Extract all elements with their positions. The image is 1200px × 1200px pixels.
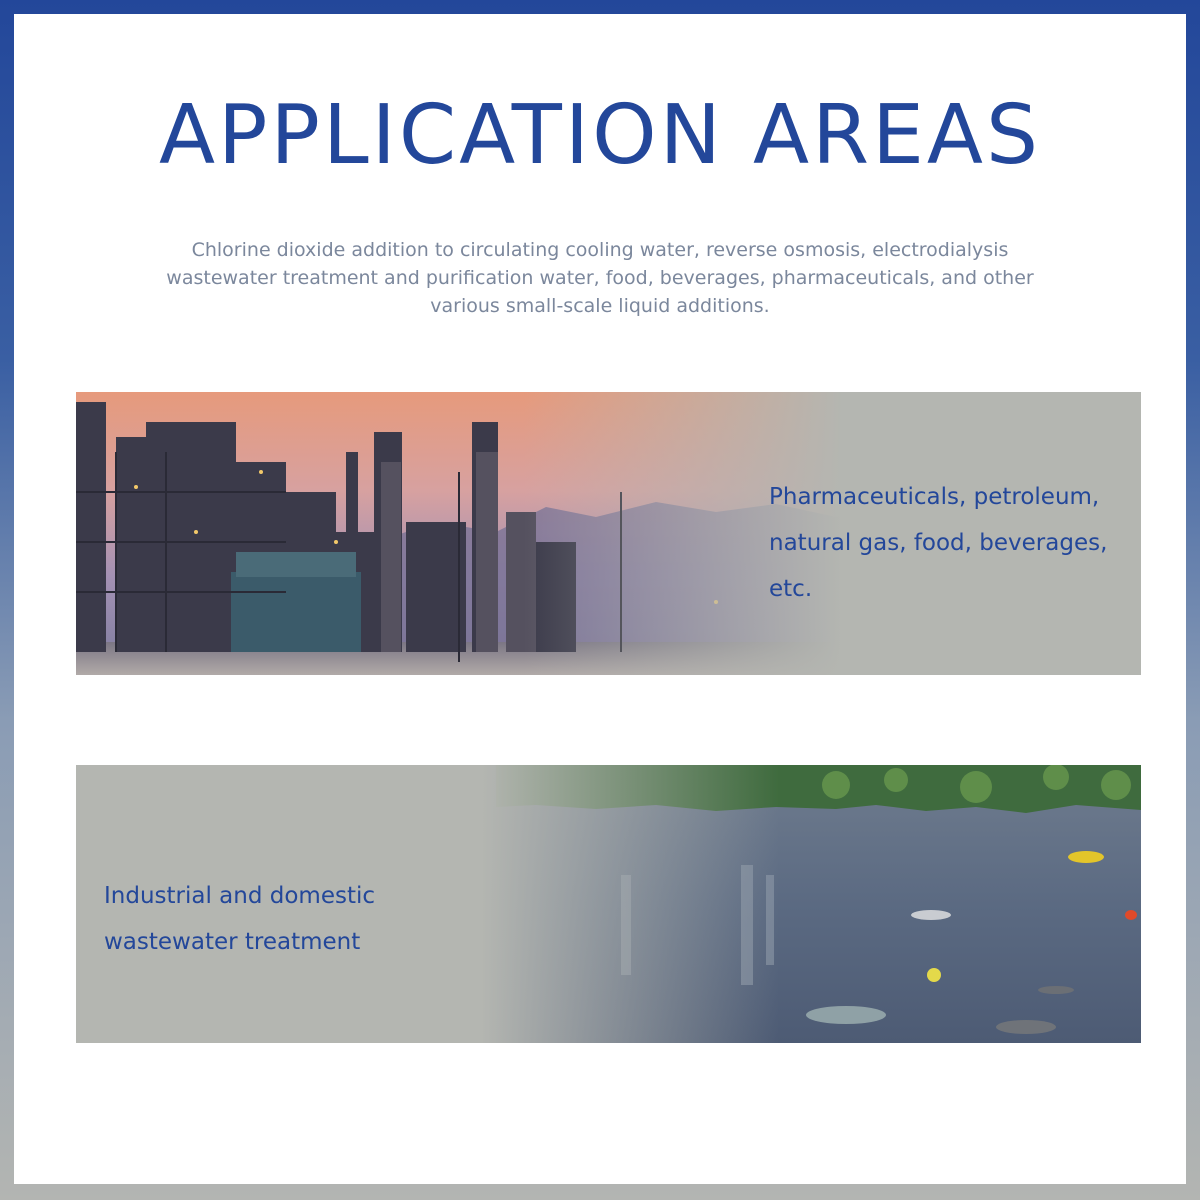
industrial-applications-text: Pharmaceuticals, petroleum, natural gas, food, beverages, etc. <box>769 484 1108 602</box>
page-subtitle: Chlorine dioxide addition to circulating cooling water, reverse osmosis, electrodialysis wastewater treatment and purification water, food, beverages, pharmaceuticals, and other various small-scale liquid additions. <box>166 239 1034 317</box>
application-band-industrial <box>76 392 1141 675</box>
application-band-wastewater <box>76 765 1141 1043</box>
wastewater-applications-text: Industrial and domestic wastewater treatment <box>104 883 376 955</box>
page-title: APPLICATION AREAS <box>158 88 1042 183</box>
